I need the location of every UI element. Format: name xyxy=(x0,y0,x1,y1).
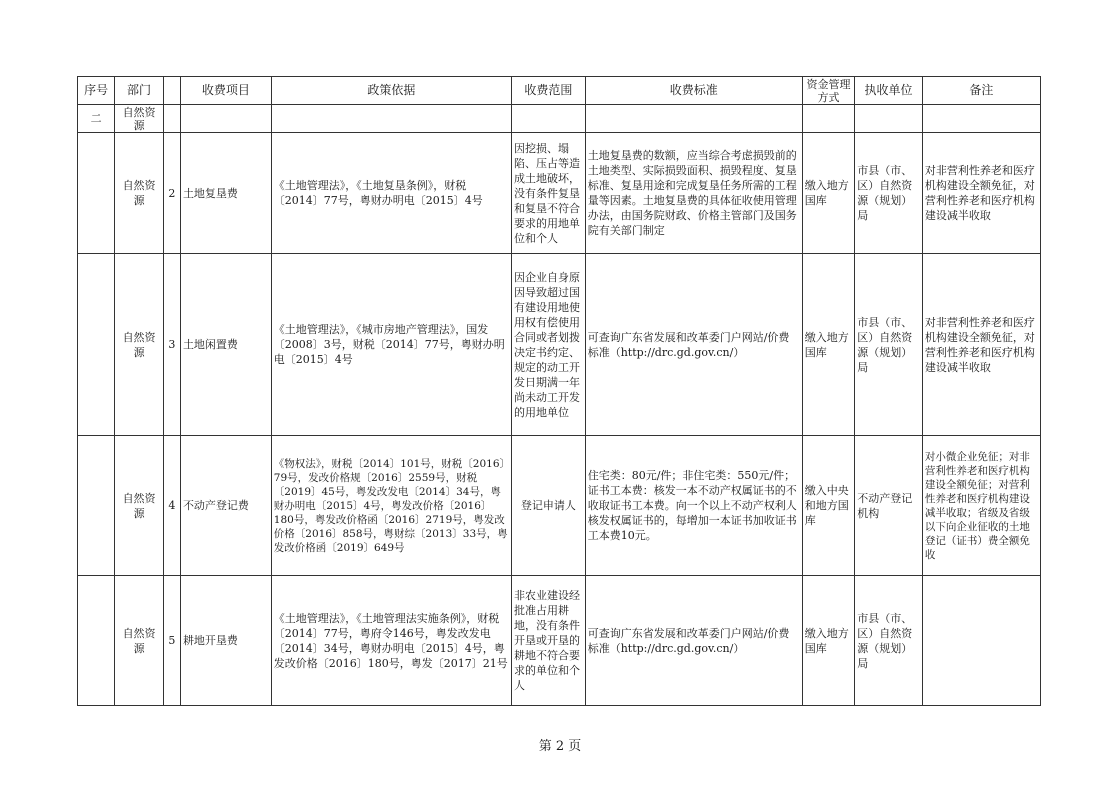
table-header-row xyxy=(78,77,1041,105)
table-row xyxy=(78,133,1041,254)
row-basis: 《土地管理法》，《土地管理法实施条例》，财税〔2014〕77号，粤府令146号，粤发改发电〔2014〕34号，粤财办明电〔2015〕4号，粤发改价格〔2016〕180号，粤发〔2017〕21号 xyxy=(271,576,511,706)
page-number: 第 2 页 xyxy=(538,739,582,754)
row-fund: 缴入中央和地方国库 xyxy=(802,436,854,576)
row-scope: 因企业自身原因导致超过国有建设用地使用权有偿使用合同或者划拨决定书约定、规定的动工开发日期满一年尚未动工开发的用地单位 xyxy=(512,254,586,436)
row-no: 3 xyxy=(163,254,180,436)
empty-cell xyxy=(180,105,271,133)
category-row xyxy=(78,105,1041,133)
header-seq: 序号 xyxy=(78,77,115,105)
header-unit: 执收单位 xyxy=(855,77,923,105)
row-unit: 市县（市、区）自然资源（规划）局 xyxy=(855,254,923,436)
row-basis: 《土地管理法》，《土地复垦条例》，财税〔2014〕77号，粤财办明电〔2015〕4号 xyxy=(271,133,511,254)
empty-cell xyxy=(271,105,511,133)
row-remark: 对非营利性养老和医疗机构建设全额免征，对营利性养老和医疗机构建设减半收取 xyxy=(922,133,1040,254)
row-scope: 登记申请人 xyxy=(512,436,586,576)
row-fund: 缴入地方国库 xyxy=(802,254,854,436)
row-remark: 对非营利性养老和医疗机构建设全额免征，对营利性养老和医疗机构建设减半收取 xyxy=(922,254,1040,436)
header-fund: 资金管理方式 xyxy=(802,77,854,105)
empty-cell xyxy=(802,105,854,133)
empty-cell xyxy=(78,436,115,576)
row-standard: 可查询广东省发展和改革委门户网站/价费标准（http://drc.gd.gov.cn/） xyxy=(585,576,802,706)
row-fund: 缴入地方国库 xyxy=(802,133,854,254)
table-row xyxy=(78,576,1041,706)
table-row xyxy=(78,254,1041,436)
row-no: 2 xyxy=(163,133,180,254)
row-no: 4 xyxy=(163,436,180,576)
header-dept: 部门 xyxy=(115,77,163,105)
row-dept: 自然资源 xyxy=(115,254,163,436)
row-standard: 土地复垦费的数额，应当综合考虑损毁前的土地类型、实际损毁面积、损毁程度、复垦标准、复垦用途和完成复垦任务所需的工程量等因素。土地复垦费的具体征收使用管理办法，由国务院财政、价格主管部门及国务院有关部门制定 xyxy=(585,133,802,254)
row-item: 土地闲置费 xyxy=(180,254,271,436)
empty-cell xyxy=(512,105,586,133)
row-item: 耕地开垦费 xyxy=(180,576,271,706)
empty-cell xyxy=(78,576,115,706)
row-standard: 住宅类：80元/件；非住宅类：550元/件；证书工本费：核发一本不动产权属证书的不收取证书工本费。向一个以上不动产权利人核发权属证书的，每增加一本证书加收证书工本费10元。 xyxy=(585,436,802,576)
empty-cell xyxy=(163,105,180,133)
header-remark: 备注 xyxy=(922,77,1040,105)
empty-cell xyxy=(585,105,802,133)
row-basis: 《土地管理法》，《城市房地产管理法》，国发〔2008〕3号，财税〔2014〕77号，粤财办明电〔2015〕4号 xyxy=(271,254,511,436)
row-fund: 缴入地方国库 xyxy=(802,576,854,706)
row-scope: 因挖损、塌陷、压占等造成土地破坏，没有条件复垦和复垦不符合要求的用地单位和个人 xyxy=(512,133,586,254)
row-dept: 自然资源 xyxy=(115,436,163,576)
header-blank xyxy=(163,77,180,105)
row-standard: 可查询广东省发展和改革委门户网站/价费标准（http://drc.gd.gov.cn/） xyxy=(585,254,802,436)
category-seq: 二 xyxy=(78,105,115,133)
row-remark xyxy=(922,576,1040,706)
row-no: 5 xyxy=(163,576,180,706)
header-basis: 政策依据 xyxy=(271,77,511,105)
row-unit: 不动产登记机构 xyxy=(855,436,923,576)
category-dept: 自然资源 xyxy=(115,105,163,133)
row-scope: 非农业建设经批准占用耕地，没有条件开垦或开垦的耕地不符合要求的单位和个人 xyxy=(512,576,586,706)
fee-table xyxy=(77,76,1041,706)
header-scope: 收费范围 xyxy=(512,77,586,105)
empty-cell xyxy=(78,254,115,436)
header-standard: 收费标准 xyxy=(585,77,802,105)
row-item: 土地复垦费 xyxy=(180,133,271,254)
table-row xyxy=(78,436,1041,576)
empty-cell xyxy=(78,133,115,254)
empty-cell xyxy=(922,105,1040,133)
row-remark: 对小微企业免征；对非营利性养老和医疗机构建设全额免征；对营利性养老和医疗机构建设减半收取；省级及省级以下向企业征收的土地登记（证书）费全额免收 xyxy=(922,436,1040,576)
row-item: 不动产登记费 xyxy=(180,436,271,576)
row-unit: 市县（市、区）自然资源（规划）局 xyxy=(855,576,923,706)
empty-cell xyxy=(855,105,923,133)
row-unit: 市县（市、区）自然资源（规划）局 xyxy=(855,133,923,254)
row-basis: 《物权法》，财税〔2014〕101号，财税〔2016〕79号，发改价格规〔2016〕2559号，财税〔2019〕45号，粤发改发电〔2014〕34号，粤财办明电〔2015〕4号，粤发改价格〔2016〕180号，粤发改价格函〔2016〕2719号，粤发改价格〔2016〕858号，粤财综〔2013〕33号，粤发改价格函〔2019〕649号 xyxy=(271,436,511,576)
header-item: 收费项目 xyxy=(180,77,271,105)
row-dept: 自然资源 xyxy=(115,133,163,254)
row-dept: 自然资源 xyxy=(115,576,163,706)
